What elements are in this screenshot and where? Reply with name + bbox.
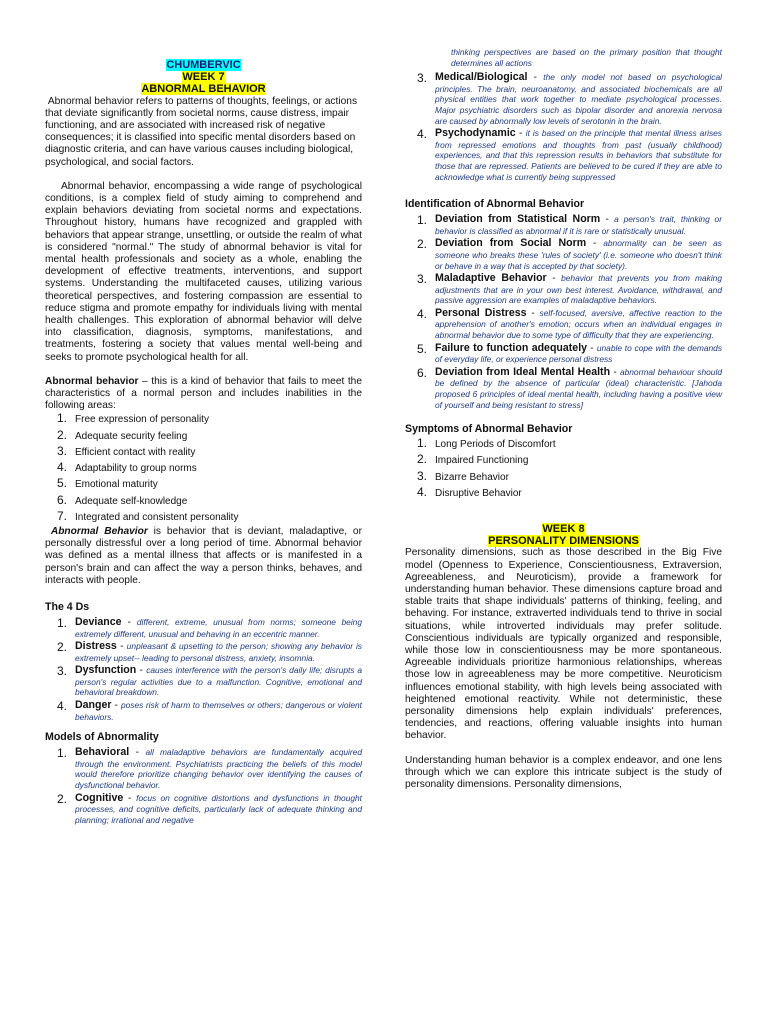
list-item-text: Long Periods of Discomfort (435, 439, 556, 451)
term: Deviation from Ideal Mental Health (435, 365, 611, 378)
doc-header (45, 59, 362, 96)
list-number: 3. (56, 443, 67, 458)
list-item (45, 665, 362, 698)
term-separator: - (546, 273, 562, 285)
term: Cognitive (75, 791, 124, 804)
week8-paragraph-2: Understanding human behavior is a complex endeavor, and one lens through which we can explore this intricate subject is the study of personality dimensions. Personality dimensions, (405, 754, 722, 791)
list-item-body (75, 700, 362, 722)
term-separator: - (129, 747, 146, 759)
list-item-body (75, 793, 362, 826)
list-number: 1. (56, 411, 67, 426)
term-separator: - (526, 307, 540, 319)
list-number: 7. (56, 508, 67, 523)
list-number: 6. (56, 492, 67, 507)
week-label: WEEK 7 (182, 71, 225, 84)
term-separator: - (121, 616, 137, 628)
term: Deviance (75, 615, 122, 628)
list-number: 5. (56, 476, 67, 491)
week8-header (405, 523, 722, 547)
list-number: 2. (56, 791, 67, 806)
term-separator: - (586, 238, 604, 250)
list-item-body (435, 367, 722, 410)
term-description: self-focused, aversive, affective reaction to the apprehension of another's emotion; occurs when an individual engages in abnormal behavior due to some type of difficulty that they are experiencing. (435, 307, 722, 341)
list-item-text: Adequate self-knowledge (75, 495, 188, 507)
list-number: 3. (416, 272, 427, 287)
list-item (45, 445, 362, 461)
list-item (405, 343, 722, 365)
term: Failure to function adequately (435, 341, 588, 354)
list-item-body (75, 747, 362, 790)
list-item-text: Adaptability to group norms (75, 463, 197, 475)
list-item (405, 486, 722, 502)
list-item (405, 128, 722, 182)
term: Medical/Biological (435, 71, 528, 84)
identification-list (405, 214, 722, 410)
symptoms-list (405, 437, 722, 502)
list-item-text: Disruptive Behavior (435, 487, 522, 499)
term-separator: - (515, 128, 526, 140)
list-number: 4. (56, 460, 67, 475)
list-number: 2. (56, 640, 67, 655)
week8-paragraph-1: Personality dimensions, such as those described in the Big Five model (Openness to Experience, Conscientiousness, Extraversion, Agreeableness, and Neuroticism), provide a framework for understanding human behavior. These dimensions capture broad and stable traits that shape individuals' patterns of thinking, feeling, and behaving. For instance, extraverted individuals tend to thrive in social situations, while introverted individuals may prefer solitude. Conscientious individuals are typically organized and responsible, while those low in conscientiousness may be more spontaneous. Agreeable individuals prioritize harmonious relationships, whereas those low in agreeableness may be more competitive. Neuroticism influences emotional stability, with high levels being associated with heightened emotional reactivity. While not deterministic, these personality dimensions help explain individuals' preferences, tendencies, and reactions, offering valuable insights into human behavior. (405, 547, 722, 742)
term-separator: - (116, 641, 127, 653)
list-item (45, 494, 362, 510)
week8-label: WEEK 8 (542, 523, 585, 536)
list-number: 2. (416, 237, 427, 252)
list-item (405, 470, 722, 486)
list-item-text: Adequate security feeling (75, 430, 188, 442)
symptoms-heading: Symptoms of Abnormal Behavior (405, 423, 573, 436)
models-heading: Models of Abnormality (45, 731, 159, 744)
right-column (405, 0, 722, 791)
term: Behavioral (75, 746, 130, 759)
list-item-body (435, 273, 722, 306)
list-number: 3. (56, 664, 67, 679)
list-number: 5. (416, 341, 427, 356)
identification-heading: Identification of Abnormal Behavior (405, 198, 585, 211)
term-description: behavior that prevents you from making adjustments that are in your own best interest. Avoidance, withdrawal, and passive aggression are examples of maladaptive behaviors. (435, 273, 722, 306)
list-item-text: Efficient contact with reality (75, 446, 196, 458)
list-number: 6. (416, 365, 427, 380)
definition-1: Abnormal behavior – this is a kind of behavior that fails to meet the characteristics of a normal person and includes inabilities in the following areas: (45, 375, 362, 412)
list-number: 3. (416, 71, 427, 86)
topic-title: ABNORMAL BEHAVIOR (141, 83, 266, 96)
list-number: 2. (56, 427, 67, 442)
list-number: 4. (416, 306, 427, 321)
term-description: unpleasant & upsetting to the person; showing any behavior is extremely upset-- leading to personal distress, anxiety, insomnia. (75, 641, 362, 663)
list-item (45, 700, 362, 722)
list-number: 4. (56, 699, 67, 714)
week8-topic-title: PERSONALITY DIMENSIONS (488, 535, 639, 548)
term-description: different, extreme, unusual from norms; someone being extremely different, unusual and behaving in an eccentric manner. (75, 616, 362, 639)
left-column (45, 0, 362, 827)
term: Psychodynamic (435, 127, 516, 140)
term-description: causes interference with the person's daily life; disrupts a person's regular activities due to a malfunction. Cognitive, emotional and behavioral breakdown. (75, 665, 363, 698)
list-item (45, 412, 362, 428)
list-number: 1. (56, 746, 67, 761)
term-separator: - (111, 700, 121, 712)
list-item (405, 273, 722, 306)
list-item (45, 429, 362, 445)
list-item-body (435, 72, 722, 126)
term-description: abnormality can be seen as someone who breaks these 'rules of society' (i.e. someone who doesn't think or behave in a way that is accepted by that society). (435, 238, 722, 271)
list-item-body (435, 238, 722, 271)
intro-paragraph-2: Abnormal behavior, encompassing a wide range of psychological conditions, is a complex field of study aiming to comprehend and explain behaviors deviating from societal norms and expectations. Throughout history, humans have recognized and grappled with behaviors that appear strange, unsettling, or outside the realm of what is considered "normal." The study of abnormal behavior is vital for mental health professionals and society as a whole, enabling the development of effective treatments, interventions, and support systems. Understanding the multifaceted causes, utilizing various theoretical perspectives, and fostering compassion are essential to reduce stigma and promote empathy for individuals living with mental health challenges. This exploration of abnormal behavior will delve into classification, diagnosis, symptoms, manifestations, and treatments, fostering a society that values mental well-being and seeks to promote psychological health for all. (45, 180, 362, 363)
definition-2: Abnormal Behavior is behavior that is deviant, maladaptive, or personally distressful over a long period of time. Abnormal behavior was defined as a mental illness that affects or is manifested in a person's brain and can affect the way a person thinks, behaves, and interacts with people. (45, 525, 362, 586)
term-description: the only model not based on psychological principles. The brain, neuroanatomy, and associated biochemicals are all physical entities that work together to mediate psychological processes. Major psychiatric disorders such as bipolar disorder and anorexia nervosa are caused by abnormally low levels of serotonin in the brain. (435, 72, 722, 126)
term-separator: - (123, 792, 137, 804)
list-item-text: Bizarre Behavior (435, 471, 509, 483)
term: Deviation from Social Norm (435, 237, 587, 250)
models-list (45, 747, 362, 825)
list-item-text: Emotional maturity (75, 479, 158, 491)
list-item-text: Free expression of personality (75, 414, 209, 426)
term: Distress (75, 640, 117, 653)
term-description: all maladaptive behaviors are fundamentally acquired through the environment. Psychiatrists practicing the beliefs of this model would therefore prioritize changing behavior over identifying the causes of dysfunctional behavior. (75, 747, 363, 791)
areas-list (45, 412, 362, 525)
list-item (45, 793, 362, 826)
list-item (405, 72, 722, 126)
list-item-body (75, 665, 362, 698)
list-item (45, 510, 362, 526)
list-item (45, 747, 362, 790)
list-item (405, 214, 722, 236)
term-description: focus on cognitive distortions and dysfunctions in thought processes, and cognitive deficits, particularly lack of adequate thinking and planning; irrational and negative (75, 792, 362, 825)
list-number: 1. (56, 615, 67, 630)
list-item (405, 367, 722, 410)
term-separator: - (610, 366, 620, 378)
list-item (45, 617, 362, 639)
list-number: 4. (416, 484, 427, 499)
term-description: poses risk of harm to themselves or others; dangerous or violent behaviors. (75, 700, 362, 722)
term-separator: - (600, 214, 615, 226)
list-number: 2. (416, 452, 427, 467)
list-item-body (435, 308, 722, 341)
list-item (405, 453, 722, 469)
list-item (45, 641, 362, 663)
term-description: it is based on the principle that mental illness arises from repressed emotions and thoughts from past (usually childhood) experiences, and that this repression results in behaviors that substitute for those that are repressed. Patients are believed to be cured if they are able to acknowledge what is currently being suppressed (435, 128, 722, 182)
term: Dysfunction (75, 664, 137, 677)
list-item (405, 238, 722, 271)
list-number: 1. (416, 436, 427, 451)
list-number: 4. (416, 127, 427, 142)
list-item-body (75, 617, 362, 639)
ds-list (45, 617, 362, 722)
list-item (45, 461, 362, 477)
models-list-continued (405, 72, 722, 182)
term-description: abnormal behaviour should be defined by the absence of particular (ideal) characteristic. [Jahoda proposed 6 principles of ideal mental health, including having a positive view of yourself and being resistant to stress] (435, 366, 722, 410)
term: Deviation from Statistical Norm (435, 213, 601, 226)
ds-heading: The 4 Ds (45, 600, 90, 613)
list-item-text: Integrated and consistent personality (75, 511, 239, 523)
term: Danger (75, 699, 112, 712)
list-item-text: Impaired Functioning (435, 455, 529, 467)
intro-paragraph-1: Abnormal behavior refers to patterns of thoughts, feelings, or actions that deviate significantly from societal norms, cause distress, impair functioning, and are associated with increased risk of negative consequences; it is classified into specific mental disorders based on diagnostic criteria, and can have various causes including biological, psychological, and social factors. (45, 95, 358, 168)
list-number: 1. (416, 213, 427, 228)
list-item-body (435, 343, 722, 365)
term-separator: - (136, 665, 147, 677)
list-number: 3. (416, 468, 427, 483)
term-separator: - (527, 72, 544, 84)
term-description: a person's trait, thinking or behavior is classified as abnormal if it is rare or statistically unusual. (435, 214, 722, 236)
list-item-body (75, 641, 362, 663)
term-description: unable to cope with the demands of everyday life, or experience personal distress (435, 342, 723, 365)
model-continuation: thinking perspectives are based on the primary position that thought determines all actions (451, 47, 722, 68)
list-item (405, 308, 722, 341)
term-separator: - (587, 342, 597, 354)
list-item (405, 437, 722, 453)
list-item-body (435, 214, 722, 236)
term: Maladaptive Behavior (435, 272, 547, 285)
list-item-body (435, 128, 722, 182)
term: Personal Distress (435, 306, 527, 319)
list-item (45, 477, 362, 493)
author-label: CHUMBERVIC (166, 59, 241, 71)
